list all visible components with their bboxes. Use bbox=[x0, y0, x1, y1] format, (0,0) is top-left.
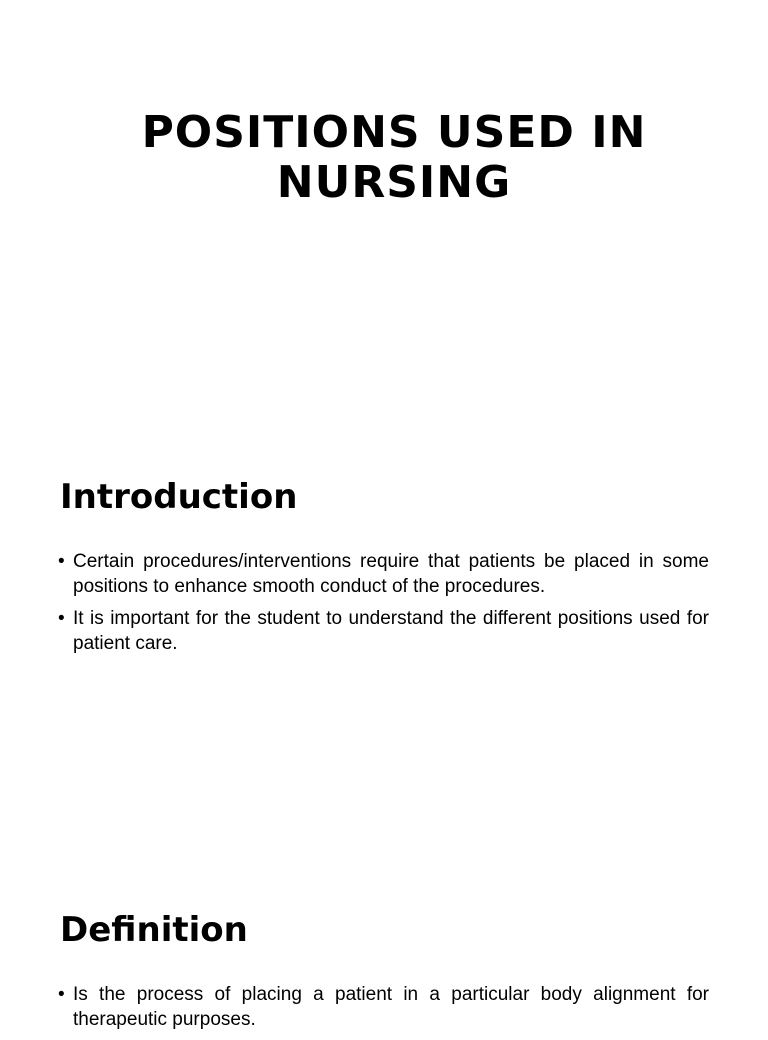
introduction-bullet-item: • Certain procedures/interventions require that patients be placed in some positions to enhance smooth conduct of the procedures. bbox=[58, 550, 709, 599]
definition-bullet-item: • Is the process of placing a patient in a particular body alignment for therapeutic purposes. bbox=[58, 983, 709, 1032]
definition-heading: Definition bbox=[60, 910, 248, 950]
introduction-bullet-list bbox=[58, 550, 709, 664]
definition-bullet-list bbox=[58, 983, 709, 1040]
introduction-bullet-item: • It is important for the student to understand the different positions used for patient care. bbox=[58, 607, 709, 656]
introduction-heading: Introduction bbox=[60, 477, 298, 517]
slide-title: POSITIONS USED IN NURSING bbox=[141, 107, 647, 208]
